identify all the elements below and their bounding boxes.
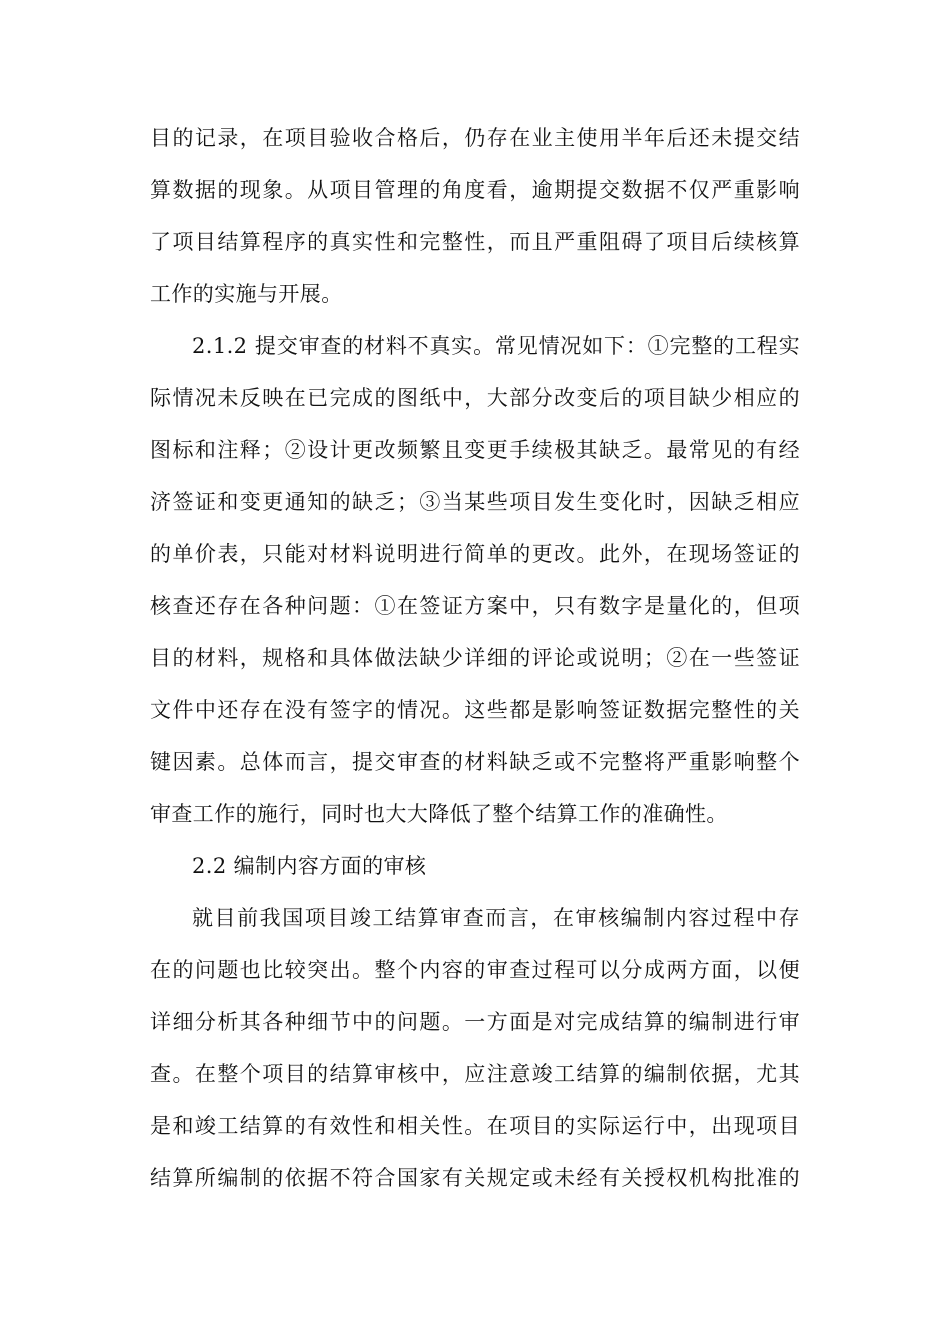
text-line-6: 际情况未反映在已完成的图纸中，大部分改变后的项目缺少相应的 [150, 386, 800, 410]
text-line-10: 核查还存在各种问题：①在签证方案中，只有数字是量化的，但项 [150, 594, 800, 618]
text-line-17: 在的问题也比较突出。整个内容的审查过程可以分成两方面，以便 [150, 958, 800, 982]
text-line-3: 了项目结算程序的真实性和完整性，而且严重阻碍了项目后续核算 [150, 230, 800, 254]
text-line-8: 济签证和变更通知的缺乏；③当某些项目发生变化时，因缺乏相应 [150, 490, 800, 514]
text-line-9: 的单价表，只能对材料说明进行简单的更改。此外，在现场签证的 [150, 542, 800, 566]
text-line-19: 查。在整个项目的结算审核中，应注意竣工结算的编制依据，尤其 [150, 1062, 800, 1086]
section-2-1-2-first-line: 2.1.2 提交审查的材料不真实。常见情况如下：①完整的工程实 [192, 334, 800, 358]
text-line-18: 详细分析其各种细节中的问题。一方面是对完成结算的编制进行审 [150, 1010, 800, 1034]
text-line-7: 图标和注释；②设计更改频繁且变更手续极其缺乏。最常见的有经 [150, 438, 800, 462]
text-line-11: 目的材料，规格和具体做法缺少详细的评论或说明；②在一些签证 [150, 646, 800, 670]
text-line-20: 是和竣工结算的有效性和相关性。在项目的实际运行中，出现项目 [150, 1114, 800, 1138]
text-line-12: 文件中还存在没有签字的情况。这些都是影响签证数据完整性的关 [150, 698, 800, 722]
text-line-13: 键因素。总体而言，提交审查的材料缺乏或不完整将严重影响整个 [150, 750, 800, 774]
text-line-2: 算数据的现象。从项目管理的角度看，逾期提交数据不仅严重影响 [150, 178, 800, 202]
text-line-1: 目的记录，在项目验收合格后，仍存在业主使用半年后还未提交结 [150, 126, 800, 150]
text-line-21: 结算所编制的依据不符合国家有关规定或未经有关授权机构批准的 [150, 1166, 800, 1190]
section-heading-2-2: 2.2 编制内容方面的审核 [192, 854, 427, 878]
body-text [150, 112, 800, 1204]
paragraph-first-line: 就目前我国项目竣工结算审查而言，在审核编制内容过程中存 [192, 906, 800, 930]
text-line-4: 工作的实施与开展。 [150, 282, 343, 306]
text-line-14: 审查工作的施行，同时也大大降低了整个结算工作的准确性。 [150, 802, 728, 826]
